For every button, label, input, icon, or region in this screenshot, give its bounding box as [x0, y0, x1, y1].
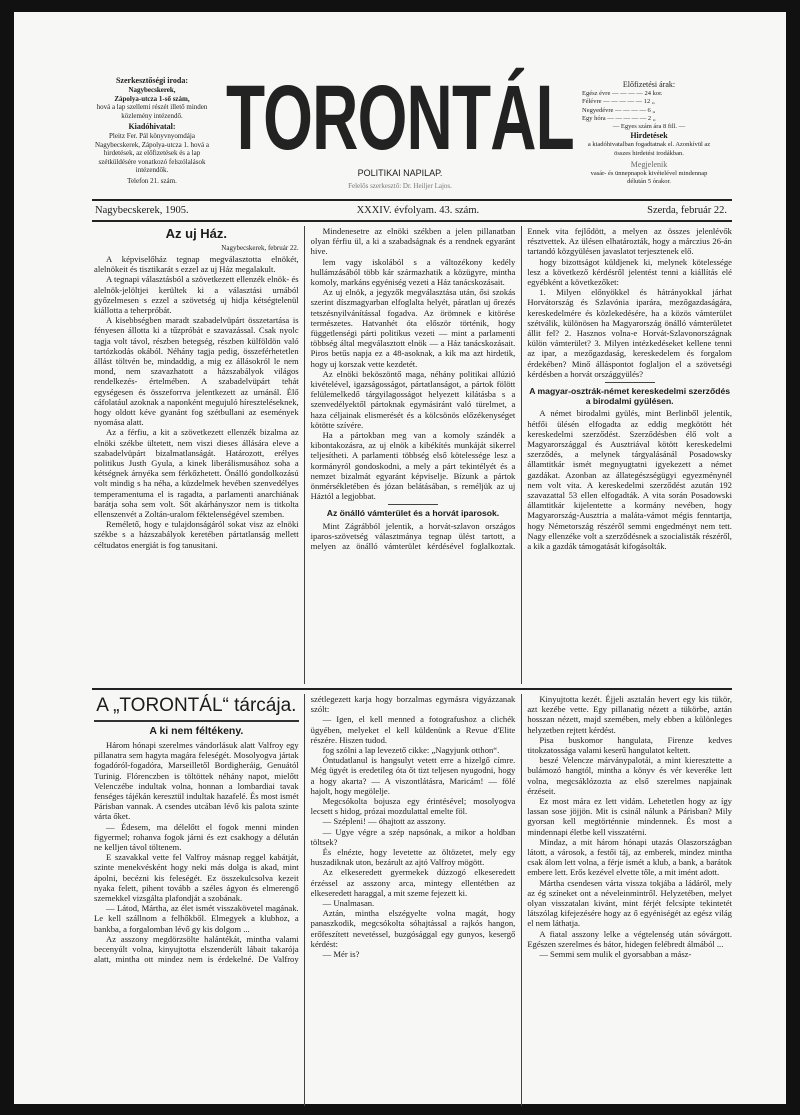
masthead-price-info [582, 80, 716, 187]
prices-heading: Előfizetési árak: [622, 80, 676, 89]
day-date: Szerda, február 22. [647, 205, 727, 216]
publisher-note: Pleitz Fer. Pál könyvnyomdája Nagybecskerek, Zápolya-utcza 1. hová a hirdetések, az előfizetések és a lap szétküldésére vonatkozó felszólalások intézendők. [95, 132, 209, 174]
masthead-editorial-info [86, 76, 218, 185]
story-title: A ki nem féltékeny. [149, 725, 244, 737]
newspaper-title: TORONTÁL [226, 66, 574, 169]
paragraph: — Mér is? [322, 949, 360, 960]
paragraph: Három hónapi szerelmes vándorlásuk alatt Valfroy egy pillanatra sem hagyta magára feleségét. Mosolyogva jártak fogadóról-fogadóra, Marseilletől Bordigheráig, Genuától Turinig. Flórenczben is töltöttek néhány napot, mielőtt Velenczébe indultak volna, honnan a lombardiai tavak fenséges tájékán keresztül indultak hazafelé. És most ismét Párisban vannak. A csendes utcában lévő kis palota szinte várta őket. [94, 740, 299, 822]
paragraph: Mártha csendesen várta vissza tokjába a ládáról, mely az ég színeket ont a néveleinmintről. Helyzetében, melyet olyan visszatalan kivánt, mint férjét felcsípte tekintetét látszólag kifejezésére hogy az ő egyéniségét az egész világ el nem láthatja. [527, 877, 732, 929]
paragraph: — Szépleni! — óhajtott az asszony. [322, 816, 446, 827]
paragraph: A fiatal asszony lelke a végtelenség után sóvárgott. Egészen szerelmes és bátor, hidegen felébredt álmából ... [527, 928, 732, 949]
paragraph: — Semmi sem mulik el gyorsabban a mász- [539, 949, 692, 960]
paragraph: Ha a pártokban meg van a komoly szándék a kibontakozásra, az uj elnök a kibékítés munkáját sikerrel teljesítheti. A parlamenti többség első kötelessége lesz a kormányról gondoskodni, a mely a párt tekintélyét és a nemzet bizalmát egyaránt képviselje. Bízunk a pártok önmérsékletében és józan belátásában, s reméljük az uj Háztól a legjobbat. [310, 430, 516, 502]
appears-heading: Megjelenik [630, 160, 668, 170]
paragraph: lem vagy iskolából s a változékony kedély hullámzásából több kár származhatik a közügyre, mintha komoly, markáns egyéniség vezeti a Ház tanácskozásait. [310, 256, 516, 288]
paragraph: — Unalmasan. [322, 898, 375, 909]
paragraph: Az elnöki beköszöntő maga, néhány politikai allúzió kivételével, igazságosságot, pártatlanságot, a pártok fölött felülemelkedő tárgyilagosságot helyezett kilátásba s a szenvedélyektől pártoknak egymásiránt való türelmet, a haza céljainak elismerését és a kölcsönös előzékenységet kötötte szívére. [310, 368, 516, 430]
paragraph: Az uj elnök, a jegyzők megválasztása után, ősi szokás szerint díszmagyarban elfoglalta helyét, páratlan uj őrezés tetszésnyilvánítással fogadva. Az örömnek e kitörése természetes. Hatvanhét óta először történik, hogy függetlenségi párti politikus vezeti — mint a parlamenti többség által megválasztott elnök — a Ház tanácskozásait. Piros betűs napja ez a 48-asoknak, a kik ma azt hirdetik, hogy uj korszak vette kezdetét. [310, 287, 516, 369]
paragraph: Az a férfiu, a kit a szövetkezett ellenzék bizalma az elnöki székbe ültetett, nem viszi dieses állására eleve a szabadelvüpárt bizalmatlanságát. Határozott, erélyes politikus Justh Gyula, a kinek liberálismusához soha a kétségnek árnyéka sem férkőzhetett. Önálló gondolkozású volt mindig s ha néha, a küzdelmek hevében szenvedélyes temperamentuma el is ragadta, a parlamenti anarchiának barátja soha sem volt. Sőt akárhányszor nem is titkolta ellenszenvét a Zoltán-uralom féktelenségével szemben. [94, 427, 299, 520]
feuilleton-title: A „TORONTÁL“ tárcája. [94, 694, 299, 722]
paragraph: Az asszony megdörzsölte halántékát, mintha valami becenyúlt volna, kinyujtotta elszenderült lábait takarója alatt, mintha ott mindez nem is érdekelné. De Valfroy szétlegezett karja hogy borzalmas egymásra vigyázzanak szólt: [94, 694, 516, 965]
editor-line: Felelős szerkesztő: Dr. Heiljer Lajos. [348, 182, 452, 190]
paragraph: Mindenesetre az elnöki székben a jelen pillanatban olyan férfiu ül, a ki a szabadságnak és a rendnek egyaránt hive. [310, 226, 516, 257]
paragraph: beszé Velencze márványpalotái, a mint kieresztette a bulámozó hangtól, mintha a könyv és vér keveréke lett volna, megcsáklózozta az első szerelmes napjainak érzéseit. [527, 755, 732, 796]
volume-issue: XXXIV. évfolyam. 43. szám. [356, 205, 480, 216]
paragraph: 1. Milyen előnyökkel és hátrányokkal járhat Horvátország és Szlavónia iparára, mezőgazdaságára, kereskedelmére és közlekedésére, ha a közös vámterület szétválik, különösen ha Magyarország önálló vámterületet állit fel? 2. Hasznos volna-e Horvát-Szlavonországnak külön vámterület? 3. Milyen intézkedéseket kellene tenni az ipar, a mezőgazdaság, kereskedelem és forgalom érdekében? Minő álláspontot foglaljon el a szövetségi kérdésben a horvát országgyülés? [527, 287, 732, 379]
paragraph: És elnézte, hogy levetette az öltözetet, mely egy huszadiknak uton, bezárult az ajtó Valfroy mögött. [310, 847, 516, 868]
paragraph: Kinyujtotta kezét. Éjjeli asztalán hevert egy kis tükör, azt kezébe vette. Egy pillanatig nézett a tükörbe, aztán hosszan nézett, majd szemében, mely ebben a különleges helyzetben rejtett kérdést. [527, 694, 732, 735]
ads-heading: Hirdetések [630, 131, 668, 141]
price-item: — Egyes szám ára 8 fill. — [612, 123, 686, 131]
price-list [582, 90, 716, 131]
lead-article-title: Az uj Ház. [165, 226, 228, 241]
paragraph: — Édesem, ma délelőtt el fogok menni minden figyermel; rohanva fogok járni és ezt csakhogy a délután ne kelljen távol töltenem. [94, 821, 299, 853]
lead-article [94, 226, 732, 684]
editorial-heading: Szerkesztőségi iroda: [115, 76, 189, 85]
paragraph: — Igen, el kell menned a fotografushoz a clichék ügyében, melyeket el kell küldenünk a Revue d'Elite részére. Hiszen tudod. [310, 714, 516, 745]
editorial-address: Zápolya-utcza 1-ső szám, [114, 94, 190, 103]
price-item: Egész évre — — — — 24 kor. [582, 90, 663, 97]
title-area [222, 66, 578, 169]
publisher-heading: Kiadóhivatal: [128, 122, 176, 131]
dateline [95, 204, 727, 217]
feuilleton-rule [92, 688, 732, 690]
appears-note: vasár- és ünnepnapok kivételével mindennap délután 5 órakor. [590, 170, 708, 186]
paragraph: Az elkeseredett gyermekek dúzzogó elkeseredett érzéssel az asszony arca, mintegy ellentétben az elkeseredett haraggal, a mit szeme fejezett ki. [310, 867, 516, 898]
paragraph: A képviselőház tegnap megválasztotta elnökét, alelnökeit és tisztikarát s ezzel az uj Ház megalakult. [94, 254, 299, 275]
paragraph: — Látod, Mártha, az élet ismét visszakövetel magának. Le kell szállnom a felhőkből. Elmegyek a klubhoz, a bankba, a forgalomban lévő gy kis dolgom ... [94, 903, 299, 934]
dateline-rule [92, 220, 732, 222]
paragraph: A német birodalmi gyülés, mint Berlinből jelentik, hétfői ülésén elfogadta az eddig megkötött hét kereskedelmi szerződést. Szerződésben élő volt a Magyarországgal és Ausztriával kötött kereskedelmi szerződés, a melynek tárgyalásánál Posadowsky államtitkár ismét megnyugtatni igyekezett a német gazdákat. Azonban az állategészségügyi egyezménynél nem volt vita. A kereskedelmi szerződést azután 192 szavazattal 53 ellen elfogadták. A vita során Posadowski államtitkár kijelentette a kormány nevében, hogy Magyarország-Ausztria a maláta-vámot mégis fenntartja, hogy Németország részéről semmi engedményt nem tett. Nagy ellenzéke volt a szerződésnek a szocialisták részéről, a kik a gazdák támogatását kifogásolták. [527, 408, 732, 552]
section-separator [388, 504, 438, 505]
place-year: Nagybecskerek, 1905. [95, 205, 189, 216]
price-item: Félévre — — — — — 12 „ [582, 98, 655, 106]
paragraph: Mindaz, a mit három hónapi utazás Olaszországban látott, a városok, a festői táj, az emberek, mindez mintha csak álom lett volna, a férje ismét a klub, a bank, a barátok embere lett. Erős kezével elvette tőle, a mit imént adott. [527, 836, 732, 878]
feuilleton [94, 694, 732, 1106]
paragraph: A kisebbségben maradt szabadelvüpárt összetartása is fényesen állotta ki a tűzpróbát e szavazással. Csak nyolc tagja volt távol, részben betegség, részben külföldön való tartózkodás okából. Néhány tagja pedig, összeférhetetlen állást töltvén be, mindaddig, a mig ez állásokról le nem mond, nem szavazhatott a házszabályok világos rendelkezés- értelmében. A szabadelvüpárt tehát egységesen és összeforrva jelentkezett az urnánál. Élő cáfolatául azoknak a naponként megujuló híreszteléseknek, hogy oldott kéve gyanánt fog szétbullani az események nyomása alatt. [94, 315, 299, 428]
paragraph: Megcsókolta bojusza egy érintésével; mosolyogva lecsett s hidog, prózai mozdulattal emelte föl. [310, 796, 516, 817]
paragraph: Aztán, mintha elszégyelte volna magát, hogy panaszkodik, megcsókolta sóhajtással a rajkós hangon, erőfeszített nevetéssel, buzgósággal egy gunyos, kesergő kérdést: [310, 908, 516, 949]
phone: Telefon 21. szám. [127, 176, 177, 185]
lead-article-dateline: Nagybecskerek, február 22. [221, 244, 299, 252]
section-separator [605, 382, 655, 383]
section-title: Az önálló vámterület és a horvát iparosok. [326, 508, 500, 519]
masthead-rule [92, 199, 732, 201]
paragraph: fog szólni a lap levezető cikke: „Nagyjunk otthon“. [322, 745, 500, 756]
paragraph: Ez most mára ez lett vidám. Lehetetlen hogy az így lassan sose jöjjön. Mit is csinál nálunk a Párisban? Mily gyorsan kell megtörténnie mindennek. És most a mindennapi életbe kell visszatérni. [527, 796, 732, 837]
paragraph: E szavakkal vette fel Valfroy másnap reggel kabátját, szinte menekvésként hogy neki más dolga is akad, mint ápolni, becézni kis feleségét. Ez összekulcsolva kezeit nyaka felett, pihent tovább a széles ágyon és elmerengő szemekkel vizsgálta plafondját a szobának. [94, 852, 299, 904]
paragraph: Mint Zágrábból jelentik, a horvát-szlavon országos iparos-szövetség választmánya tegnap ülést tartott, a melyen az önálló vámterület kérdésével foglalkoztak. Ennek vita fejlődött, a melyen az összes jelenlévők résztvettek. Az ülésen elhatározták, hogy a márczius 26-án tartandó közgyülésen javaslatot terjesztenek elő. [310, 226, 732, 552]
paragraph: Óntudatlanul is hangsulyt vetett erre a hizelgő címre. Még ügyét is eredetileg óta őt tizt teljesen nyugodni, hogy a hogy akarta? — A viszontlátásra, Maricám! — fölé hajolt, hogy megölelje. [310, 755, 516, 796]
price-item: Egy hóra — — — — — 2 „ [582, 114, 656, 122]
editorial-note: hová a lap szellemi részét illető minden közlemény intézendő. [96, 103, 208, 120]
price-item: Negyedévre — — — — 6 „ [582, 106, 656, 114]
editorial-city: Nagybecskerek, [128, 86, 176, 94]
paragraph: Pisa buskomor hangulata, Firenze kedves titokzatossága valami keserű hangulatot keltett. [527, 734, 732, 756]
newspaper-subtitle: POLITIKAI NAPILAP. [357, 168, 443, 178]
paragraph: Remélető, hogy e tulajdonságáról sokat visz az elnöki székbe s a házszabályok keretében pártatlanság mellett céltudatos energiát is fog tanusitani. [94, 519, 299, 550]
paragraph: hogy bizottságot küldjenek ki, melynek kötelessége lesz a következő kérdésről jelentést tenni a kiállítás elé egyébként a következőket: [527, 256, 732, 288]
paragraph: A tegnapi választásból a szövetkezett ellenzék elnök- és alelnök-jelöltjei kerültek ki a választási urnából győzelmesen s ezzel a szövetség uj hidja kétségtelenül kiállotta a teherpróbát. [94, 274, 299, 316]
ads-note: a kiadóhivatalban fogadtatnak el. Azonkívül az összes hirdetési irodákban. [587, 141, 711, 157]
paragraph: — Ugye végre a szép napsónak, a mikor a holdban töltsek? [310, 826, 516, 847]
section-title: A magyar-osztrák-német kereskedelmi szerződés a birodalmi gyülésen. [529, 386, 731, 407]
